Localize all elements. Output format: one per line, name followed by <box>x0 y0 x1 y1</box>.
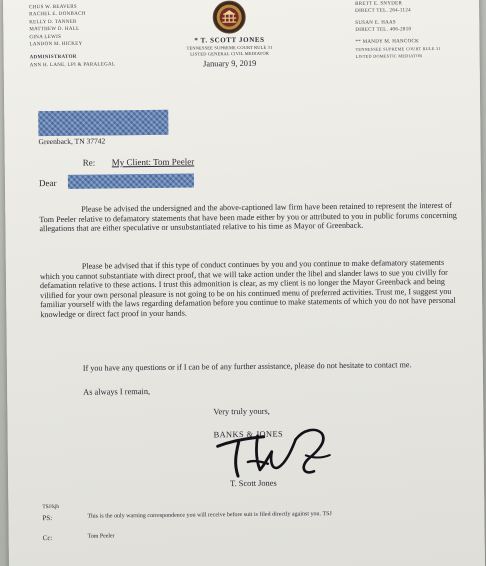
letterhead-direct-phone: DIRECT TEL. 264-1124 <box>355 8 411 15</box>
closing-remark: As always I remain, <box>83 386 151 397</box>
letterhead-center <box>163 35 295 71</box>
recipient-city-line: Greenback, TN 37742 <box>38 136 106 147</box>
letterhead-attorney-heading: * T. SCOTT JONES <box>194 35 265 45</box>
letterhead-attorney-name: BRETT E. SNYDER <box>355 1 403 7</box>
letterhead-attorney-name: KELLY D. TANNER <box>29 19 77 26</box>
letterhead-attorney-name: CHUS W. BEAVERS <box>29 4 78 11</box>
letterhead-attorney-name: ** MANDY M. HANCOCK <box>355 38 420 45</box>
body-paragraph-3: If you have any questions or if I can be of any further assistance, please do not hesitate to contact me. <box>82 360 412 373</box>
letterhead-credential: TENNESSEE SUPREME COURT RULE 31 <box>355 45 441 52</box>
letterhead-attorney-name: GINA LEWIS <box>29 34 62 40</box>
letterhead-attorney-credential: LISTED GENERAL CIVIL MEDIATOR <box>190 50 269 57</box>
re-subject: My Client: Tom Peeler <box>111 156 195 168</box>
cc-label: Cc: <box>42 534 53 543</box>
cc-recipient: Tom Peeler <box>87 533 115 540</box>
letter-page <box>3 0 485 566</box>
re-label: Re: <box>82 157 96 168</box>
body-paragraph-1: Please be advised the undersigned and the above-captioned law firm have been retained to represent the interest of Tom Peeler relative to defamatory statements that have been made either by you or attributed to you in public forums concerning allegations that are either speculative or unsubstantiated relative to his time as Mayor of Greenback. <box>39 200 457 234</box>
signer-name: T. Scott Jones <box>230 478 277 489</box>
administrator-title: ADMINISTRATOR <box>29 55 77 61</box>
letterhead-right-column <box>355 0 441 61</box>
letterhead-left-column <box>29 3 115 69</box>
letterhead-attorney-credential: TENNESSEE SUPREME COURT RULE 31 <box>186 44 273 51</box>
redacted-recipient-name <box>68 174 194 189</box>
letter-date: January 9, 2019 <box>203 59 257 69</box>
law-firm-seal-logo <box>212 0 246 34</box>
letterhead-attorney-name: MATTHEW D. HALL <box>29 26 80 33</box>
handwritten-signature <box>211 415 342 482</box>
postscript-label: PS: <box>42 514 53 523</box>
postscript-text: This is the only warning correspondence you will receive before suit is filed directly against you. TSJ <box>87 511 332 520</box>
complimentary-close: Very truly yours, <box>213 406 270 417</box>
letterhead-attorney-name: LANDON M. HICKEY <box>29 41 83 48</box>
typist-initials: TSJ/kjb <box>42 503 60 511</box>
letterhead-attorney-name: SUSAN E. HAAS <box>355 20 397 26</box>
administrator-name: ANN H. LANE, LPI & PARALEGAL <box>29 62 116 69</box>
salutation: Dear <box>38 177 57 189</box>
redacted-recipient-address <box>38 110 168 136</box>
firm-name: BANKS & JONES <box>213 429 284 440</box>
body-paragraph-2: Please be advised that if this type of conduct continues by you and you continue to make defamatory statements which you cannot substantiate with direct proof, that we will take action under the libel and slander laws to sue you civilly for defamation relative to these actions. I trust this admonition is clear, as my client is no longer the Mayor Greenback and being vilified for your own personal pleasure is not going to be on his continued menu of preferred activities. Trust me, I suggest you familiar yourself with the laws regarding defamation before you continue to make statements of which you do not have personal knowledge or direct fact proof in your hands. <box>39 257 456 320</box>
letterhead-direct-phone: DIRECT TEL. 406-2810 <box>355 27 412 34</box>
letterhead-attorney-name: RACHEL E. DONBACH <box>29 12 86 18</box>
letterhead-credential: LISTED DOMESTIC MEDIATOR <box>355 53 423 60</box>
